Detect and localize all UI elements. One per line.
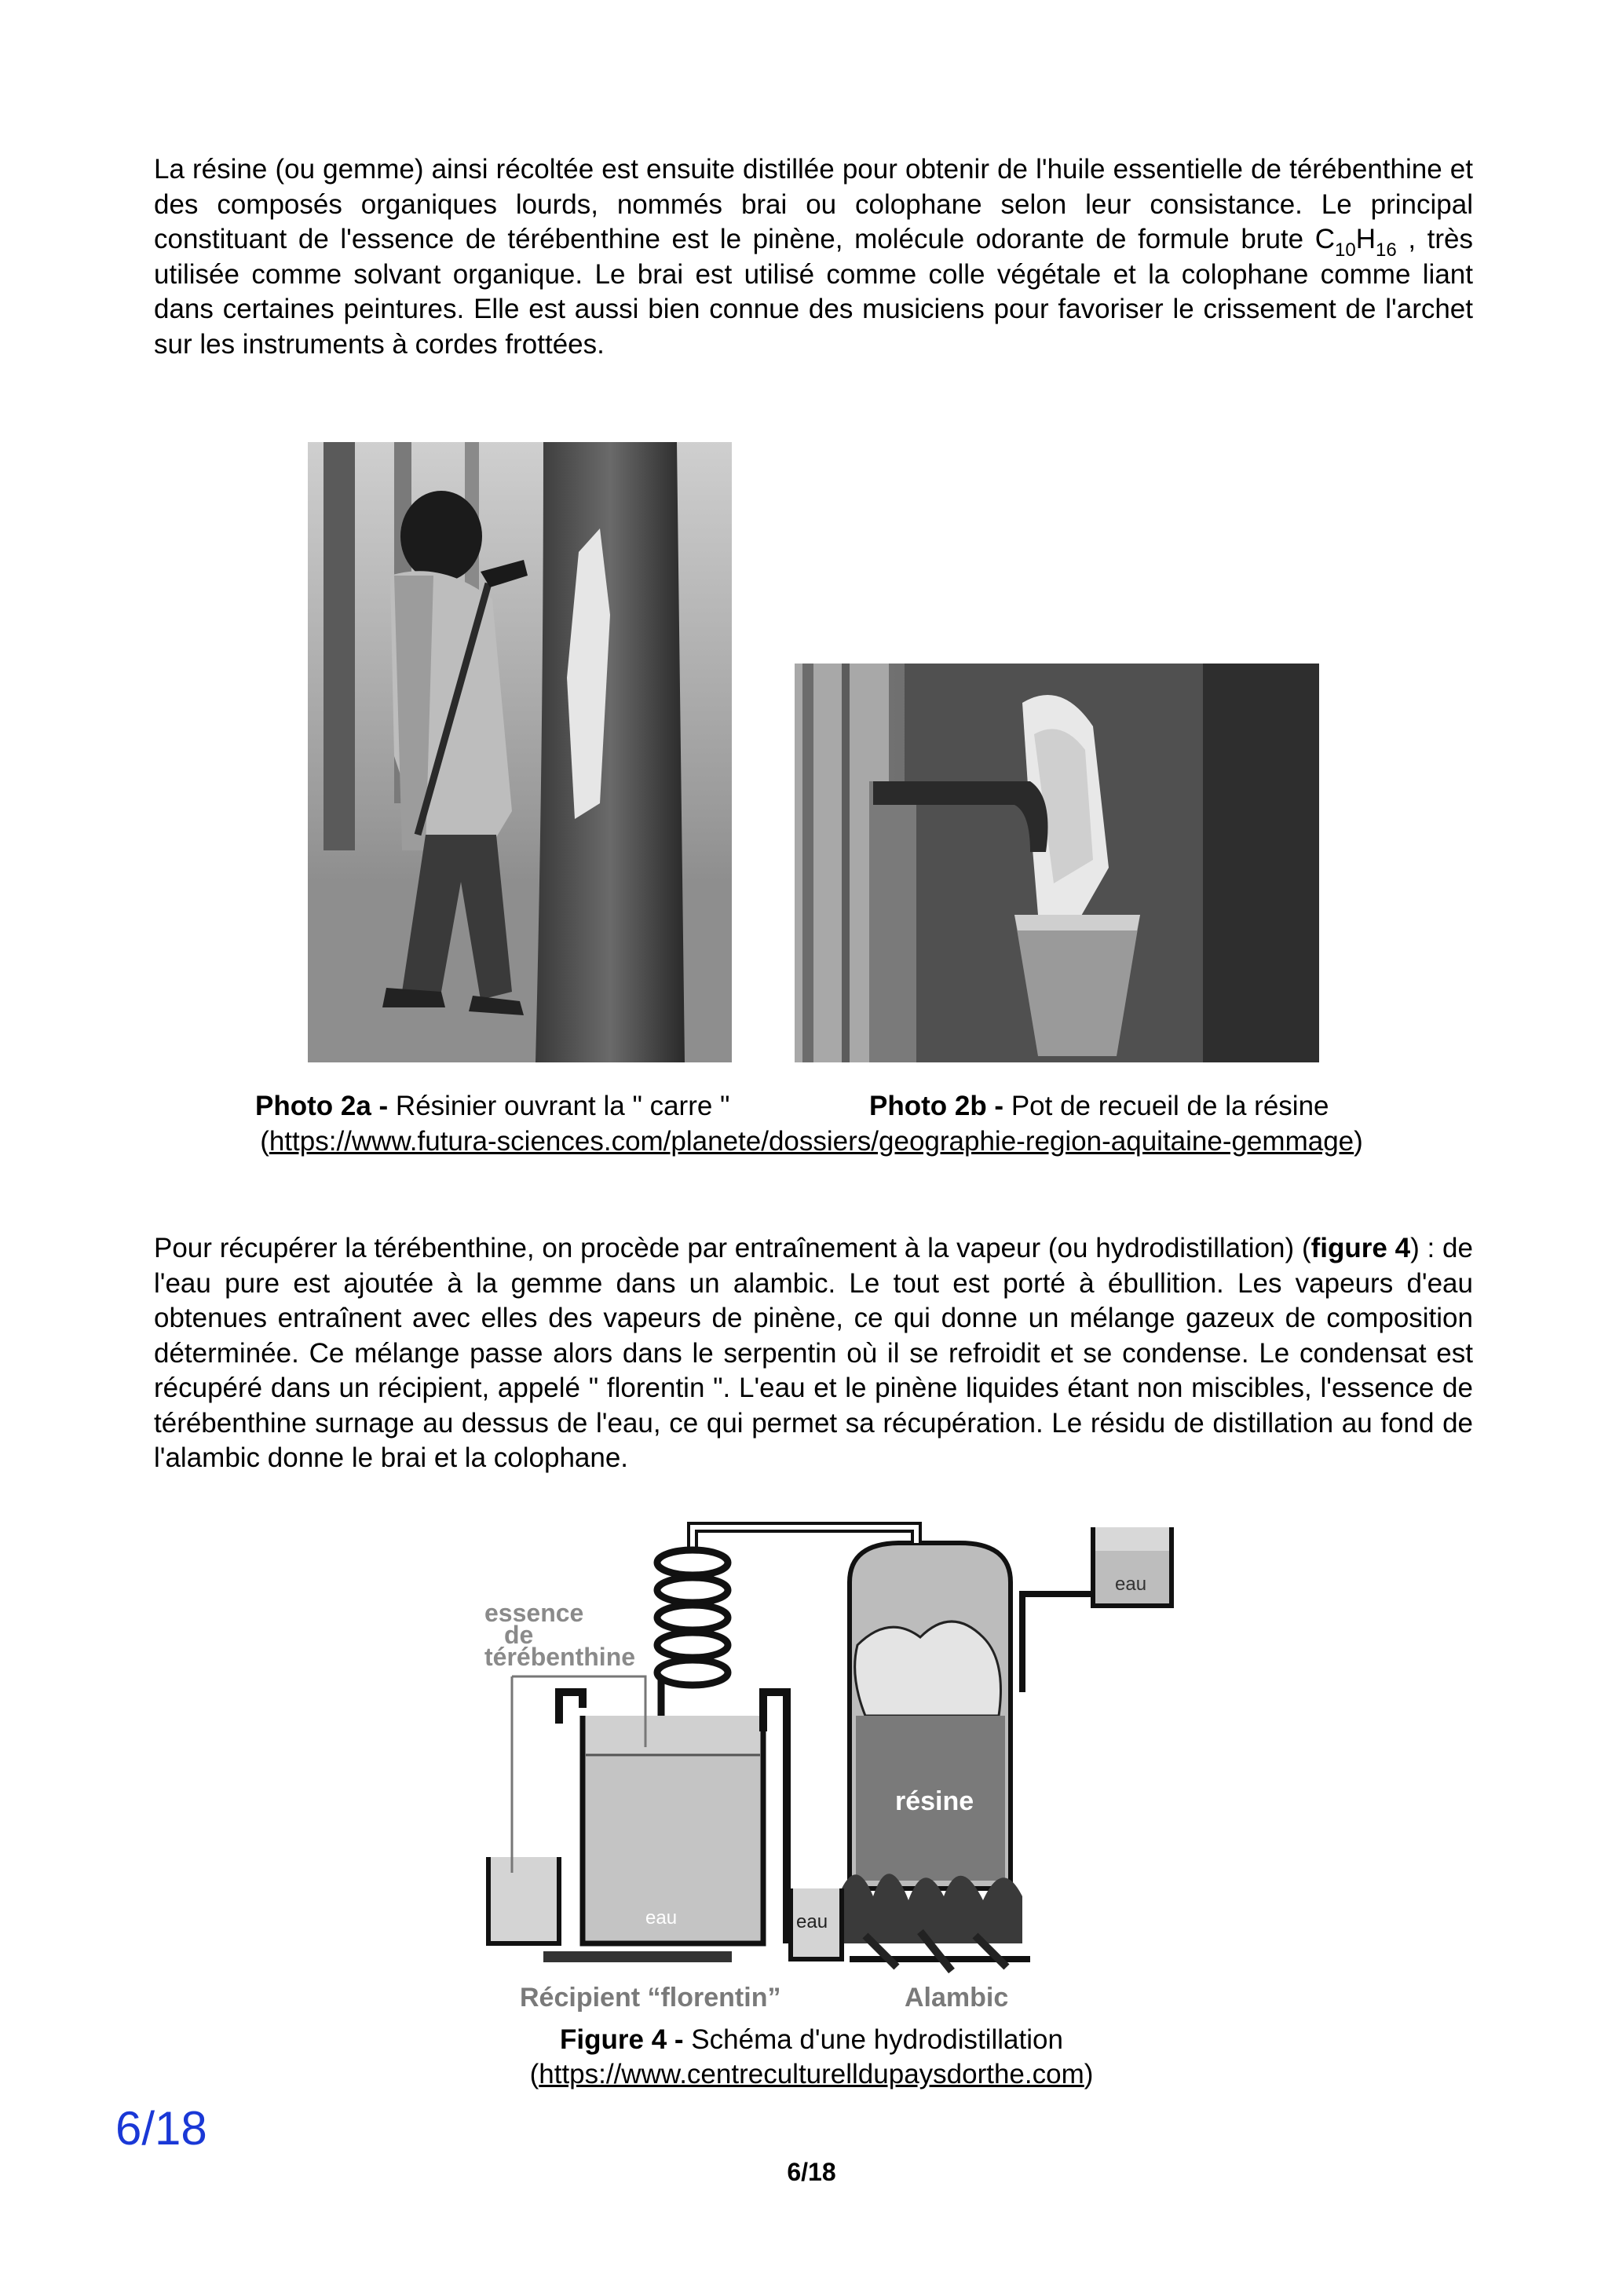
caption-figure-4-text: Schéma d'une hydrodistillation xyxy=(683,2024,1063,2055)
caption-photo-2b xyxy=(869,1089,1329,1124)
label-alambic: Alambic xyxy=(905,1983,1009,2013)
paragraph-hydrodistillation xyxy=(154,1231,1473,1476)
label-resine: résine xyxy=(895,1786,974,1816)
serpentine-coil xyxy=(657,1550,728,1716)
figure-4-source-link[interactable]: https://www.centreculturelldupaysdorthe.com xyxy=(539,2059,1084,2089)
label-eau-small: eau xyxy=(796,1911,828,1932)
paragraph2-text-a: Pour récupérer la térébenthine, on procède par entraînement à la vapeur (ou hydrodistillation) ( xyxy=(154,1233,1311,1263)
figure-4-diagram xyxy=(481,1519,1187,2022)
caption-photo-2b-text: Pot de recueil de la résine xyxy=(1003,1091,1329,1121)
water-reservoir xyxy=(1022,1527,1172,1692)
photos-source-open: ( xyxy=(260,1126,269,1157)
page-number-footer: 6/18 xyxy=(787,2158,836,2186)
photo-2b-illustration xyxy=(795,664,1319,1062)
caption-photo-2a-label: Photo 2a - xyxy=(255,1091,389,1121)
figure-4-reference: figure 4 xyxy=(1310,1233,1411,1263)
paragraph2-text-b: ) : de l'eau pure est ajoutée à la gemme dans un alambic. Le tout est porté à ébullition. Les vapeurs d'eau obtenues entraînent avec elles des vapeurs de pinène, ce qui donne un mélange gazeux de composition déterminée. Ce mélange passe alors dans le serpentin où il se refroidit et se condense. Le condensat est récupéré dans un récipient, appelé " florentin ". L'eau et le pinène liquides étant non miscibles, l'essence de térébenthine surnage au dessus de l'eau, ce qui permet sa récupération. Le résidu de distillation au fond de l'alambic donne le brai et la colophane. xyxy=(154,1233,1473,1473)
label-essence: essence xyxy=(484,1599,584,1627)
alambic-vessel xyxy=(838,1543,1030,1971)
figure-4-source xyxy=(0,2057,1623,2092)
caption-photo-2a-text: Résinier ouvrant la " carre " xyxy=(388,1091,730,1121)
caption-figure-4-label: Figure 4 - xyxy=(560,2024,684,2055)
formula-h-subscript: 16 xyxy=(1376,239,1397,261)
paragraph1-text-b: , très utilisée comme solvant organique. Le brai est utilisé comme colle végétale et la colophane comme liant dans certaines peintures. Elle est aussi bien connue des musiciens pour favoriser le crissement de l'archet sur les instruments à cordes frottées. xyxy=(154,224,1473,360)
label-eau-reservoir: eau xyxy=(1115,1574,1147,1595)
photo-2b-resin-pot xyxy=(795,664,1319,1062)
figure-4-source-open: ( xyxy=(529,2059,539,2089)
paragraph-distillation-intro xyxy=(154,152,1473,362)
caption-photo-2b-label: Photo 2b - xyxy=(869,1091,1004,1121)
figure-4-svg xyxy=(481,1519,1187,2022)
label-terebenthine: térébenthine xyxy=(484,1643,636,1671)
paragraph1-text-a: La résine (ou gemme) ainsi récoltée est ensuite distillée pour obtenir de l'huile essentielle de térébenthine et des composés organiques lourds, nommés brai ou colophane selon leur consistance. Le principal constituant de l'essence de térébenthine est le pinène, molécule odorante de formule brute xyxy=(154,154,1473,254)
caption-photo-2a xyxy=(255,1089,729,1124)
formula-c-subscript: 10 xyxy=(1335,239,1356,261)
label-recipient-florentin: Récipient “florentin” xyxy=(520,1983,781,2013)
label-de: de xyxy=(504,1621,534,1649)
formula-h: H xyxy=(1355,224,1376,254)
photo-2a-illustration xyxy=(308,442,732,1062)
photos-source-link[interactable]: https://www.futura-sciences.com/planete/dossiers/geographie-region-aquitaine-gemmage xyxy=(269,1126,1354,1157)
page-number-large: 6/18 xyxy=(115,2102,207,2155)
photos-source-close: ) xyxy=(1354,1126,1363,1157)
caption-figure-4 xyxy=(0,2023,1623,2057)
photo-2a-resinier xyxy=(308,442,732,1062)
label-eau-florentin: eau xyxy=(645,1907,678,1929)
formula-c: C xyxy=(1314,224,1336,254)
figure-4-source-close: ) xyxy=(1084,2059,1094,2089)
photos-source xyxy=(0,1124,1623,1159)
